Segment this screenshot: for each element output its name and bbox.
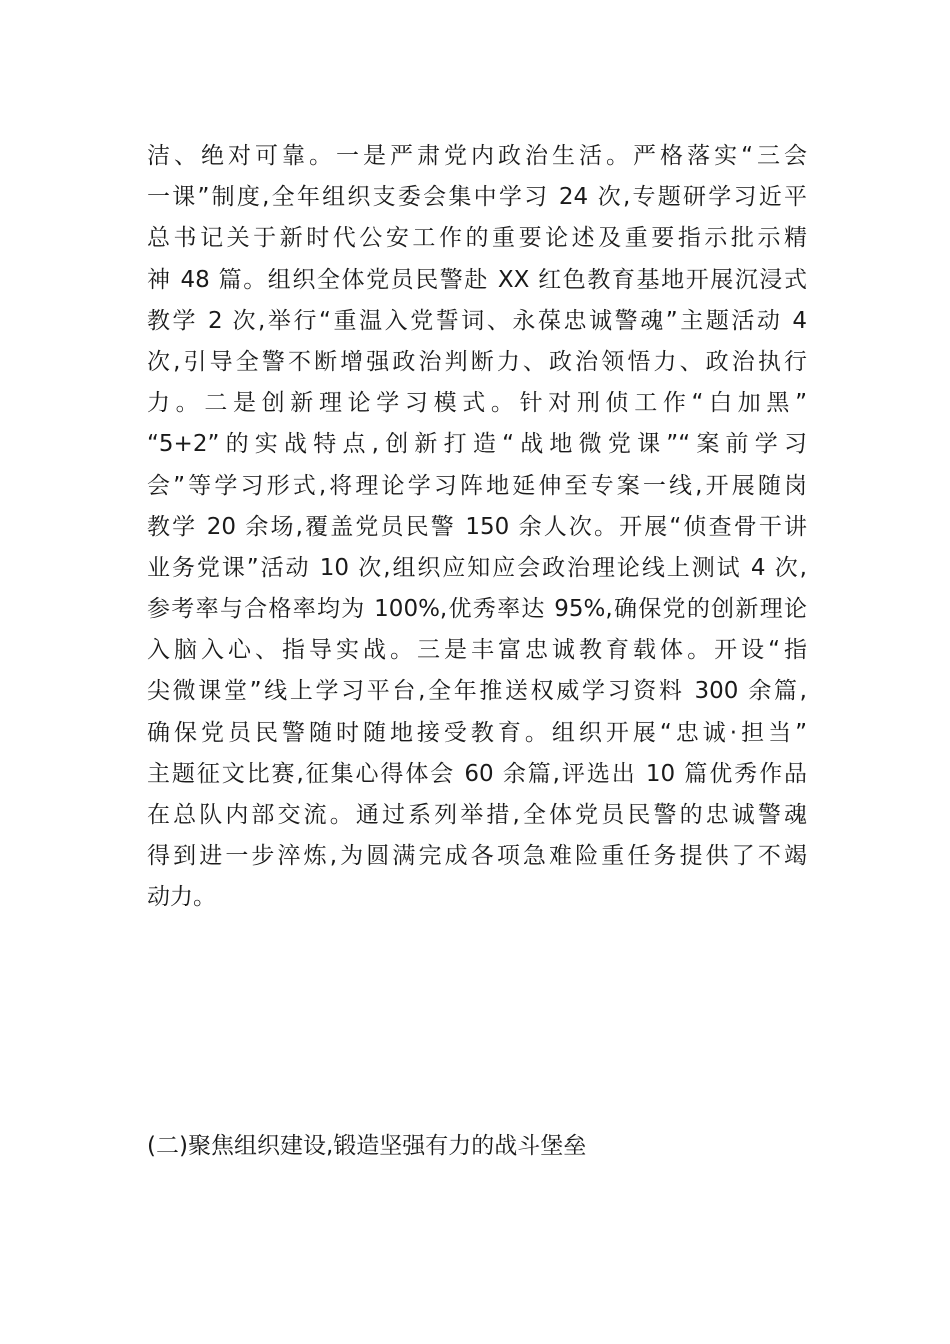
paragraph-line: 参考率与合格率均为 100%,优秀率达 95%,确保党的创新理论 — [147, 596, 807, 623]
paragraph-line: 教学 2 次,举行“重温入党誓词、永葆忠诚警魂”主题活动 4 — [147, 307, 807, 334]
paragraph-line: 会”等学习形式,将理论学习阵地延伸至专案一线,开展随岗 — [147, 472, 807, 499]
paragraph-line: 确保党员民警随时随地接受教育。组织开展“忠诚·担当” — [147, 719, 807, 746]
paragraph-line: 总书记关于新时代公安工作的重要论述及重要指示批示精 — [147, 225, 807, 252]
paragraph-line: 得到进一步淬炼,为圆满完成各项急难险重任务提供了不竭 — [147, 843, 807, 870]
paragraph-line: 力。二是创新理论学习模式。针对刑侦工作“白加黑” — [147, 390, 807, 417]
paragraph-line: 一课”制度,全年组织支委会集中学习 24 次,专题研学习近平 — [147, 184, 807, 211]
paragraph-line: 次,引导全警不断增强政治判断力、政治领悟力、政治执行 — [147, 348, 807, 375]
paragraph-line: 业务党课”活动 10 次,组织应知应会政治理论线上测试 4 次, — [147, 554, 807, 581]
paragraph-line: 神 48 篇。组织全体党员民警赴 XX 红色教育基地开展沉浸式 — [147, 266, 807, 293]
paragraph-line: 主题征文比赛,征集心得体会 60 余篇,评选出 10 篇优秀作品 — [147, 760, 807, 787]
paragraph-line: 洁、绝对可靠。一是严肃党内政治生活。严格落实“三会 — [147, 143, 807, 169]
paragraph-line: 教学 20 余场,覆盖党员民警 150 余人次。开展“侦查骨干讲 — [147, 513, 807, 540]
section-heading: (二)聚焦组织建设,锻造坚强有力的战斗堡垒 — [147, 1133, 587, 1159]
body-paragraph — [147, 136, 807, 919]
paragraph-line: 动力。 — [147, 884, 216, 911]
paragraph-line: 尖微课堂”线上学习平台,全年推送权威学习资料 300 余篇, — [147, 678, 807, 705]
paragraph-line: 入脑入心、指导实战。三是丰富忠诚教育载体。开设“指 — [147, 637, 807, 664]
paragraph-line: “5+2”的实战特点,创新打造“战地微党课”“案前学习 — [147, 431, 807, 458]
paragraph-line: 在总队内部交流。通过系列举措,全体党员民警的忠诚警魂 — [147, 802, 807, 828]
